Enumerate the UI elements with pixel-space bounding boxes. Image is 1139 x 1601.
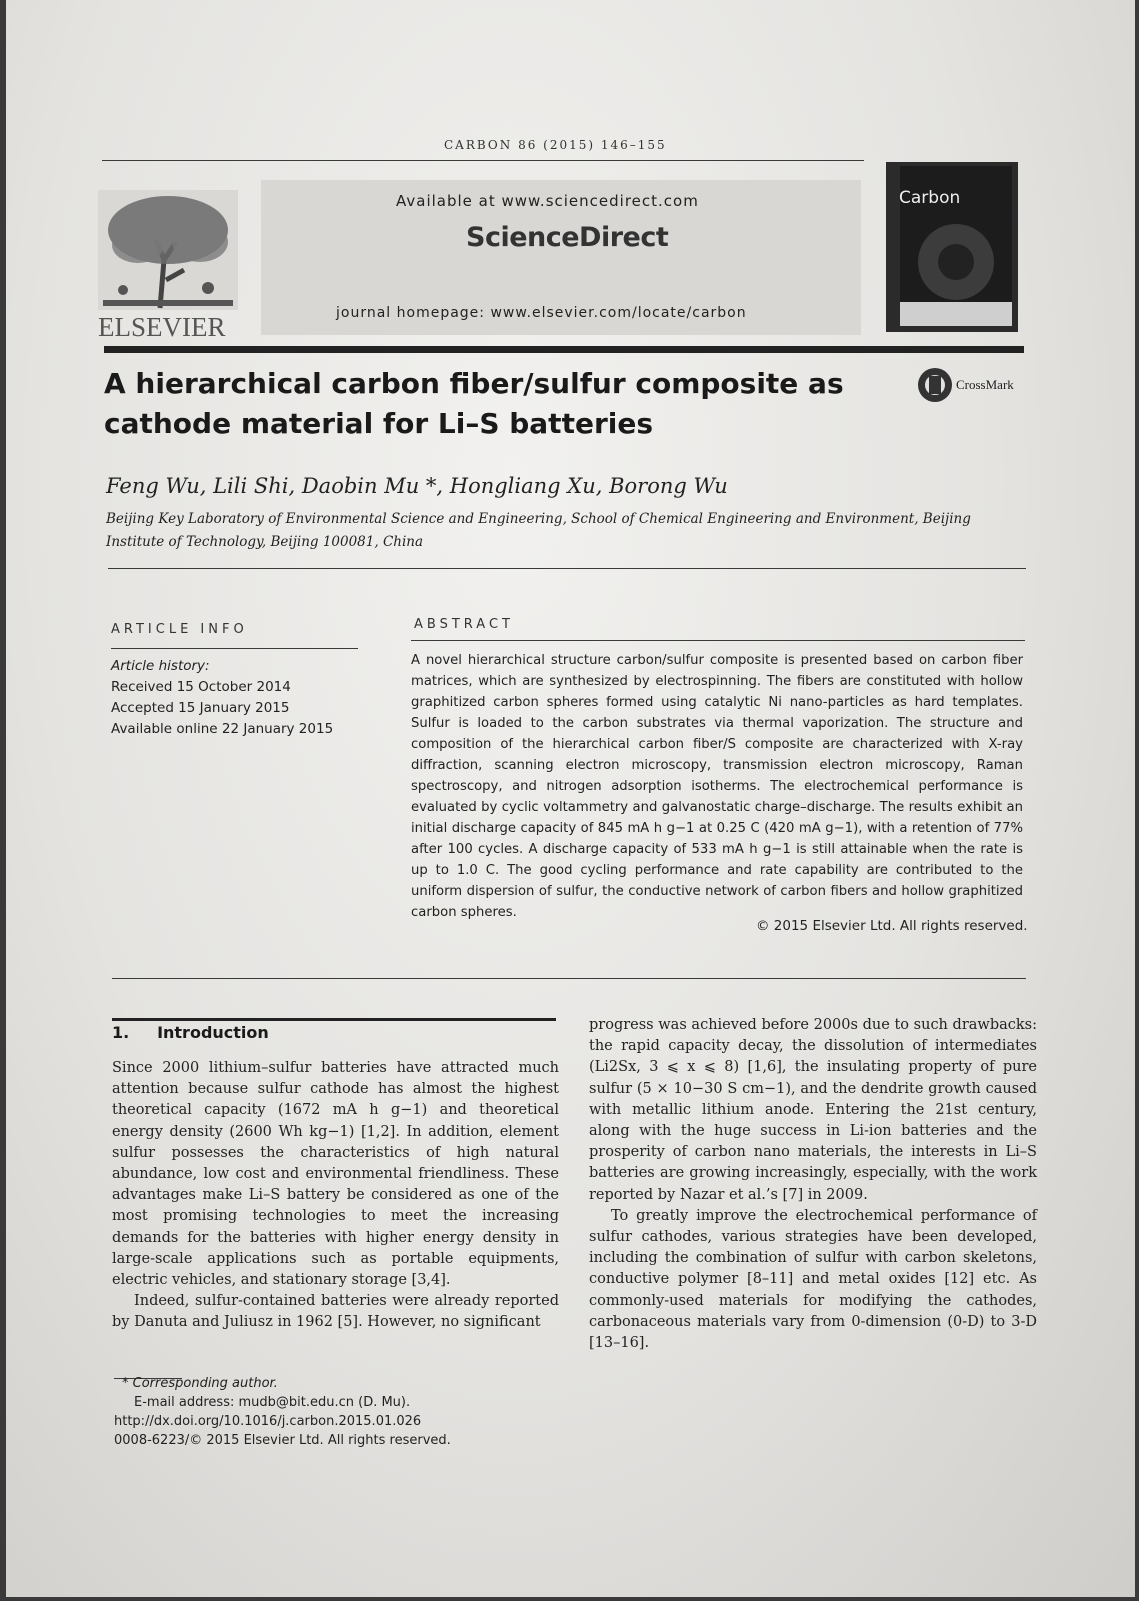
header-rule (102, 160, 864, 161)
corresponding-author: * Corresponding author. (122, 1376, 278, 1391)
abstract-bottom-rule (112, 978, 1026, 979)
accepted-date: Accepted 15 January 2015 (111, 700, 290, 716)
intro-paragraph-2: Indeed, sulfur-contained batteries were already reported by Danuta and Juliusz in 1962 [5]. However, no significant (112, 1293, 559, 1331)
section-rule (112, 1018, 556, 1021)
article-title (104, 364, 864, 444)
journal-homepage-text: journal homepage: www.elsevier.com/locate/carbon (336, 305, 747, 321)
right-column (589, 1015, 1037, 1354)
introduction-heading: 1. Introduction (112, 1023, 269, 1042)
footnotes (114, 1374, 451, 1450)
crossmark-label[interactable]: CrossMark (956, 377, 1014, 392)
abstract-heading: ABSTRACT (414, 617, 514, 632)
affiliation: Beijing Key Laboratory of Environmental Science and Engineering, School of Chemical Engineering and Environment, Beijing Institute of Technology, Beijing 100081, China (106, 511, 971, 550)
article-info-heading: ARTICLE INFO (111, 622, 248, 637)
journal-citation: CARBON 86 (2015) 146–155 (444, 138, 667, 152)
crossmark-icon[interactable] (916, 366, 954, 408)
title-line-1: A hierarchical carbon fiber/sulfur composite as (104, 367, 844, 400)
authors-line: Feng Wu, Lili Shi, Daobin Mu *, Hongliang Xu, Borong Wu (106, 474, 728, 498)
article-history (111, 656, 333, 740)
abstract-copyright: © 2015 Elsevier Ltd. All rights reserved. (756, 918, 1028, 934)
title-thick-rule (104, 346, 1024, 353)
abstract-text: A novel hierarchical structure carbon/sulfur composite is presented based on carbon fiber matrices, which are synthesized by electrospinning. The fibers are constituted with hollow graphitized carbon spheres formed using catalytic Ni nano-particles as hard templates. Sulfur is loaded to the carbon substrates via thermal vaporization. The structure and composition of the hierarchical carbon fiber/S composite are characterized with X-ray diffraction, scanning electron microscopy, transmission electron microscopy, Raman spectroscopy, and nitrogen adsorption isotherms. The electrochemical performance is evaluated by cyclic voltammetry and galvanostatic charge–discharge. The results exhibit an initial discharge capacity of 845 mA h g−1 at 0.25 C (420 mA g−1), with a retention of 77% after 100 cycles. A discharge capacity of 533 mA h g−1 is still attainable when the rate is up to 1.0 C. The good cycling performance and rate capability are contributed to the uniform dispersion of sulfur, the conductive network of carbon fibers and hollow graphitized carbon spheres. (411, 653, 1023, 920)
cover-title: Carbon (899, 188, 961, 208)
intro-paragraph-1: Since 2000 lithium–sulfur batteries have attracted much attention because sulfur cathode has almost the highest theoretical capacity (1672 mA h g−1) and theoretical energy density (2600 Wh kg−1) [1,2]. In addition, element sulfur possesses the characteristics of high natural abundance, low cost and environmental friendliness. These advantages make Li–S battery be considered as one of the most promising technologies to meet the increasing demands for the batteries with higher energy density in large-scale applications such as portable equipments, electric vehicles, and stationary storage [3,4]. (112, 1060, 559, 1289)
history-label: Article history: (111, 658, 210, 674)
intro-paragraph-3: progress was achieved before 2000s due to such drawbacks: the rapid capacity decay, the dissolution of intermediates (Li2Sx, 3 ⩽ x ⩽ 8) [1,6], the insulating property of pure sulfur (5 × 10−30 S cm−1), and the dendrite growth caused with metallic lithium anode. Entering the 21st century, along with the huge success in Li-ion batteries and the prosperity of carbon nano materials, the interests in Li–S batteries are growing increasingly, especially, with the work reported by Nazar et al.’s [7] in 2009. (589, 1017, 1037, 1203)
email-line[interactable]: E-mail address: mudb@bit.edu.cn (D. Mu). (134, 1395, 411, 1410)
issn-line: 0008-6223/© 2015 Elsevier Ltd. All rights reserved. (114, 1433, 451, 1448)
received-date: Received 15 October 2014 (111, 679, 291, 695)
left-column (112, 1058, 559, 1334)
available-at-text: Available at www.sciencedirect.com (396, 192, 699, 210)
info-rule (111, 648, 358, 649)
sciencedirect-logo-text: ScienceDirect (466, 222, 669, 253)
intro-paragraph-4: To greatly improve the electrochemical performance of sulfur cathodes, various strategies have been developed, including the combination of sulfur with carbon skeletons, conductive polymer [8–11] and metal oxides [12] etc. As commonly-used materials for modifying the cathodes, carbonaceous materials vary from 0-dimension (0-D) to 3-D [13–16]. (589, 1207, 1037, 1352)
abstract-rule (411, 640, 1025, 641)
doi-link[interactable]: http://dx.doi.org/10.1016/j.carbon.2015.01.026 (114, 1414, 422, 1429)
paper-page (6, 0, 1135, 1597)
elsevier-wordmark: ELSEVIER (98, 312, 226, 342)
title-line-2: cathode material for Li–S batteries (104, 407, 654, 440)
affiliation-rule (108, 568, 1026, 569)
online-date: Available online 22 January 2015 (111, 721, 334, 737)
